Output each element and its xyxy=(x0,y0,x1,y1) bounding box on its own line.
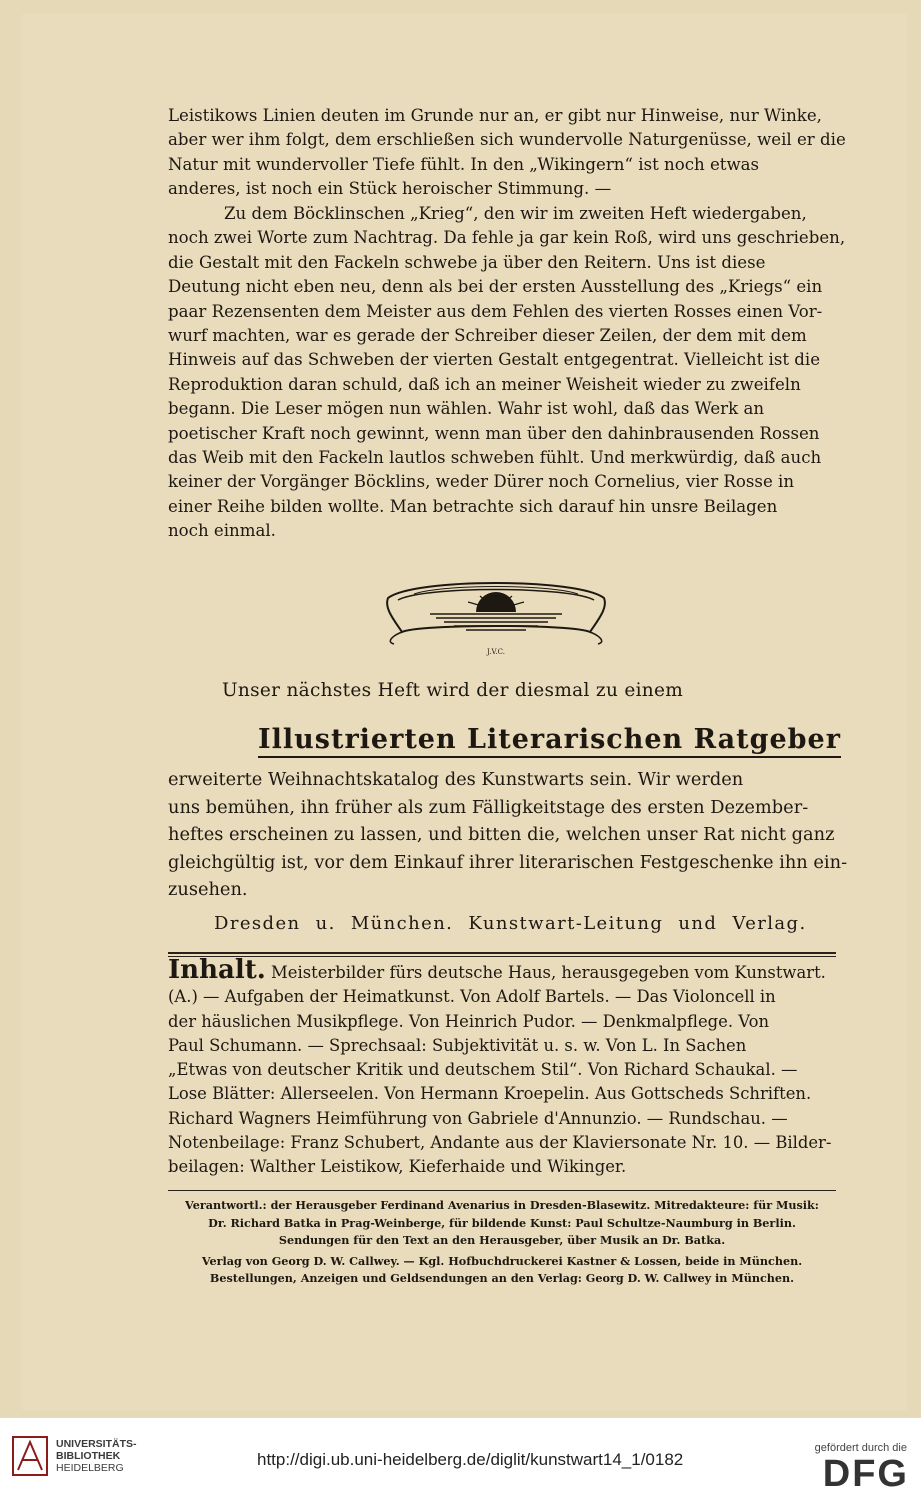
ornament-monogram: J.V.C. xyxy=(487,648,505,656)
imprint xyxy=(168,1197,836,1288)
contents-label: Inhalt. xyxy=(168,955,266,985)
text-line: Natur mit wundervoller Tiefe fühlt. In den „Wikingern“ ist noch etwas xyxy=(168,154,760,174)
text-line: Lose Blätter: Allerseelen. Von Hermann Kroepelin. Aus Gottscheds Schriften. xyxy=(168,1084,812,1104)
announcement-title: Illustrierten Literarischen Ratgeber xyxy=(258,724,841,758)
announcement-body xyxy=(168,766,848,904)
imprint-line: Bestellungen, Anzeigen und Geldsendungen an den Verlag: Georg D. W. Callwey in München. xyxy=(209,1271,795,1286)
text-line: aber wer ihm folgt, dem erschließen sich wundervolle Naturgenüsse, weil er die xyxy=(168,130,846,150)
text-line: Deutung nicht eben neu, denn als bei der ersten Ausstellung des „Kriegs“ ein xyxy=(168,277,823,297)
document-url-link[interactable]: http://digi.ub.uni-heidelberg.de/diglit/kunstwart14_1/0182 xyxy=(257,1450,684,1469)
text-line: Paul Schumann. — Sprechsaal: Subjektivität u. s. w. Von L. In Sachen xyxy=(168,1035,747,1055)
text-line: anderes, ist noch ein Stück heroischer Stimmung. — xyxy=(168,179,612,199)
library-name[interactable] xyxy=(56,1438,137,1474)
text-line: Zu dem Böcklinschen „Krieg“, den wir im zweiten Heft wiedergaben, xyxy=(224,204,807,223)
text-line: uns bemühen, ihn früher als zum Fälligkeitstage des ersten Dezember- xyxy=(168,796,809,818)
library-name-line: UNIVERSITÄTS- xyxy=(56,1438,137,1450)
text-line: „Etwas von deutscher Kritik und deutschem Stil“. Von Richard Schaukal. — xyxy=(168,1060,798,1080)
text-line: (A.) — Aufgaben der Heimatkunst. Von Adolf Bartels. — Das Violoncell in xyxy=(168,987,776,1007)
divider xyxy=(168,1190,836,1191)
imprint-line: Verantwortl.: der Herausgeber Ferdinand Avenarius in Dresden-Blasewitz. Mitredakteure: für Musik: xyxy=(185,1198,819,1212)
text-line: Reproduktion daran schuld, daß ich an meiner Weisheit wieder zu zweifeln xyxy=(168,374,801,394)
text-line: gleichgültig ist, vor dem Einkauf ihrer literarischen Festgeschenke ihn ein- xyxy=(168,851,848,873)
paragraph-boecklin xyxy=(168,202,846,544)
text-line: Meisterbilder fürs deutsche Haus, herausgegeben vom Kunstwart. xyxy=(270,963,826,982)
imprint-line: Sendungen für den Text an den Herausgeber, über Musik an Dr. Batka. xyxy=(278,1233,726,1248)
text-line: Hinweis auf das Schweben der vierten Gestalt entgegentrat. Vielleicht ist die xyxy=(168,350,821,370)
imprint-line: Dr. Richard Batka in Prag-Weinberge, für bildende Kunst: Paul Schultze-Naumburg in Berlin. xyxy=(208,1215,796,1230)
dfg-logo[interactable]: DFG xyxy=(822,1453,909,1495)
announcement-intro: Unser nächstes Heft wird der diesmal zu einem xyxy=(222,680,684,701)
text-line: keiner der Vorgänger Böcklins, weder Dürer noch Cornelius, vier Rosse in xyxy=(168,472,795,492)
text-line: erweiterte Weihnachtskatalog des Kunstwarts sein. Wir werden xyxy=(168,769,744,790)
library-name-line: HEIDELBERG xyxy=(56,1462,124,1474)
text-line: noch einmal. xyxy=(168,521,276,541)
text-line: Notenbeilage: Franz Schubert, Andante aus der Klaviersonate Nr. 10. — Bilder- xyxy=(168,1133,832,1153)
viewer-footer xyxy=(0,1418,921,1495)
library-name-line: BIBLIOTHEK xyxy=(56,1450,121,1462)
text-line: die Gestalt mit den Fackeln schwebe ja über den Reitern. Uns ist diese xyxy=(168,252,766,272)
divider xyxy=(168,956,836,957)
text-line: begann. Die Leser mögen nun wählen. Wahr ist wohl, daß das Werk an xyxy=(168,399,765,419)
text-line: paar Rezensenten dem Meister aus dem Fehlen des vierten Rosses einen Vor- xyxy=(168,301,823,321)
text-line: poetischer Kraft noch gewinnt, wenn man über den dahinbrausenden Rossen xyxy=(168,423,820,443)
text-line: der häuslichen Musikpflege. Von Heinrich Pudor. — Denkmalpflege. Von xyxy=(168,1011,770,1031)
text-line: Leistikows Linien deuten im Grunde nur an, er gibt nur Hinweise, nur Winke, xyxy=(168,106,822,125)
text-line: wurf machten, war es gerade der Schreiber dieser Zeilen, der dem mit dem xyxy=(168,326,807,346)
university-seal-icon[interactable] xyxy=(12,1436,48,1476)
text-line: heftes erscheinen zu lassen, und bitten die, welchen unser Rat nicht ganz xyxy=(168,824,835,845)
text-line: Richard Wagners Heimführung von Gabriele d'Annunzio. — Rundschau. — xyxy=(168,1108,788,1128)
text-line: einer Reihe bilden wollte. Man betrachte sich darauf hin unsre Beilagen xyxy=(168,496,778,516)
divider xyxy=(168,952,836,954)
text-line: das Weib mit den Fackeln lautlos schweben fühlt. Und merkwürdig, daß auch xyxy=(168,448,822,468)
text-line: zusehen. xyxy=(168,879,248,900)
paragraph-leistikow xyxy=(168,104,846,202)
contents-section xyxy=(168,955,836,1180)
imprint-line: Verlag von Georg D. W. Callwey. — Kgl. Hofbuchdruckerei Kastner & Lossen, beide in München. xyxy=(201,1253,803,1268)
contents-first-line xyxy=(168,955,836,985)
text-line: beilagen: Walther Leistikow, Kieferhaide und Wikinger. xyxy=(168,1157,627,1177)
sunset-vignette-ornament xyxy=(384,574,608,664)
funding-note: gefördert durch die xyxy=(814,1442,907,1454)
text-line: noch zwei Worte zum Nachtrag. Da fehle ja gar kein Roß, wird uns geschrieben, xyxy=(168,228,846,248)
announcement-signature: Dresden u. München. Kunstwart-Leitung und Verlag. xyxy=(214,913,807,934)
